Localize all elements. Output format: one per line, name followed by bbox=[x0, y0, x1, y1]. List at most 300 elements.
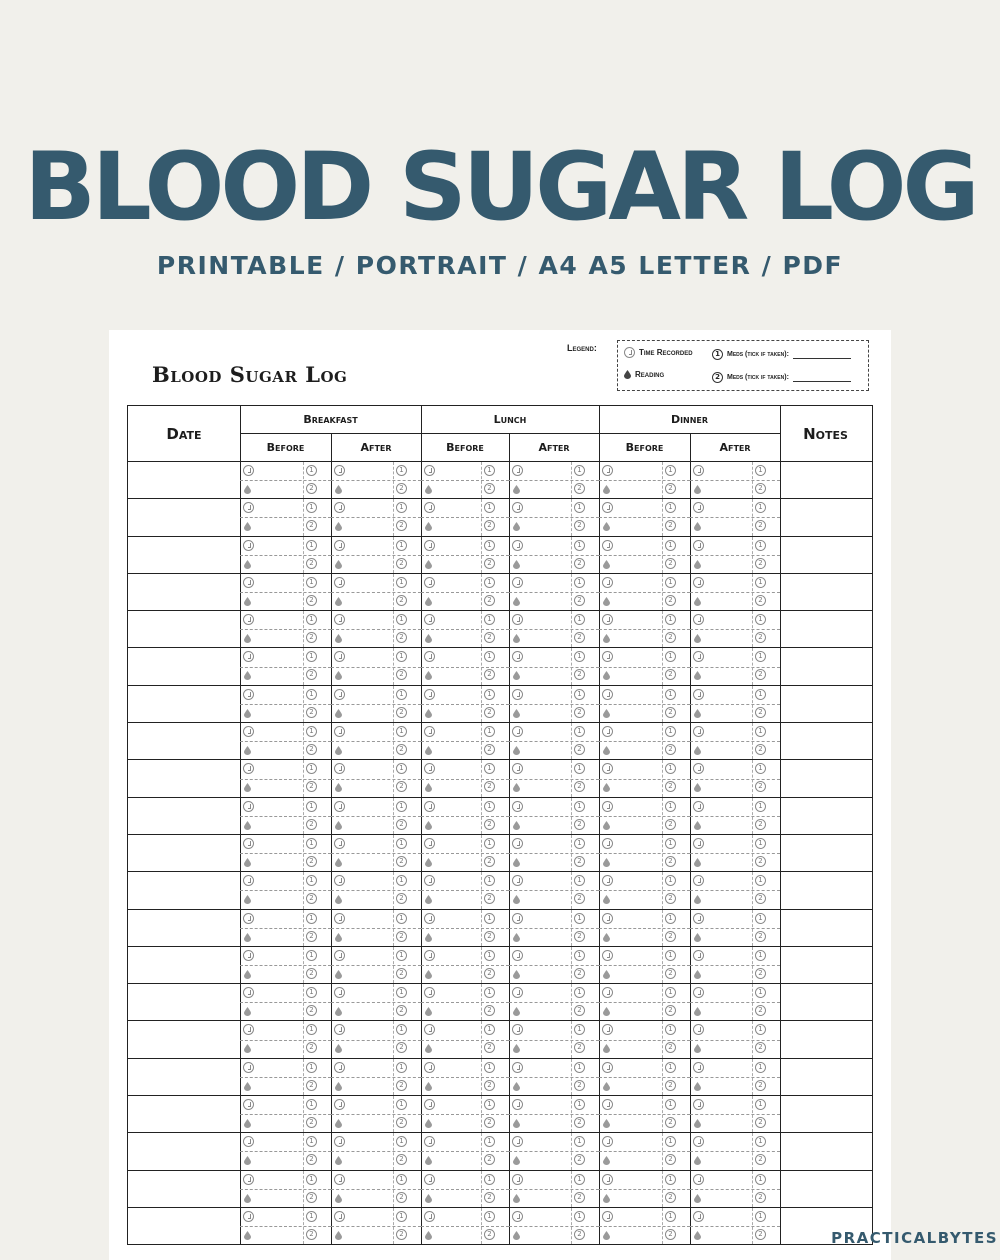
date-cell[interactable] bbox=[128, 872, 240, 908]
number-1-icon[interactable]: 1 bbox=[755, 1211, 766, 1222]
number-2-icon[interactable]: 2 bbox=[306, 893, 317, 904]
number-2-icon[interactable]: 2 bbox=[484, 931, 495, 942]
notes-cell[interactable] bbox=[780, 872, 871, 908]
reading-cell[interactable] bbox=[421, 723, 509, 759]
number-2-icon[interactable]: 2 bbox=[755, 856, 766, 867]
reading-cell[interactable] bbox=[331, 984, 421, 1020]
reading-cell[interactable] bbox=[690, 1059, 780, 1095]
number-1-icon[interactable]: 1 bbox=[396, 838, 407, 849]
number-1-icon[interactable]: 1 bbox=[306, 763, 317, 774]
reading-cell[interactable] bbox=[240, 760, 331, 796]
reading-cell[interactable] bbox=[690, 648, 780, 684]
number-1-icon[interactable]: 1 bbox=[484, 763, 495, 774]
reading-cell[interactable] bbox=[599, 1133, 690, 1169]
number-2-icon[interactable]: 2 bbox=[396, 968, 407, 979]
number-1-icon[interactable]: 1 bbox=[665, 913, 676, 924]
reading-cell[interactable] bbox=[331, 499, 421, 535]
number-2-icon[interactable]: 2 bbox=[755, 744, 766, 755]
reading-cell[interactable] bbox=[421, 1208, 509, 1244]
date-cell[interactable] bbox=[128, 462, 240, 498]
notes-cell[interactable] bbox=[780, 537, 871, 573]
reading-cell[interactable] bbox=[599, 499, 690, 535]
notes-cell[interactable] bbox=[780, 1096, 871, 1132]
number-2-icon[interactable]: 2 bbox=[574, 856, 585, 867]
number-2-icon[interactable]: 2 bbox=[484, 1080, 495, 1091]
reading-cell[interactable] bbox=[599, 462, 690, 498]
number-1-icon[interactable]: 1 bbox=[396, 875, 407, 886]
number-1-icon[interactable]: 1 bbox=[574, 950, 585, 961]
reading-cell[interactable] bbox=[421, 611, 509, 647]
number-1-icon[interactable]: 1 bbox=[574, 726, 585, 737]
number-2-icon[interactable]: 2 bbox=[665, 558, 676, 569]
date-cell[interactable] bbox=[128, 835, 240, 871]
number-2-icon[interactable]: 2 bbox=[665, 781, 676, 792]
reading-cell[interactable] bbox=[599, 910, 690, 946]
reading-cell[interactable] bbox=[331, 462, 421, 498]
number-2-icon[interactable]: 2 bbox=[665, 1154, 676, 1165]
number-2-icon[interactable]: 2 bbox=[306, 483, 317, 494]
number-1-icon[interactable]: 1 bbox=[306, 540, 317, 551]
reading-cell[interactable] bbox=[240, 537, 331, 573]
reading-cell[interactable] bbox=[331, 835, 421, 871]
number-1-icon[interactable]: 1 bbox=[484, 502, 495, 513]
number-2-icon[interactable]: 2 bbox=[484, 669, 495, 680]
number-2-icon[interactable]: 2 bbox=[484, 1154, 495, 1165]
number-1-icon[interactable]: 1 bbox=[665, 651, 676, 662]
reading-cell[interactable] bbox=[690, 1133, 780, 1169]
number-2-icon[interactable]: 2 bbox=[484, 707, 495, 718]
reading-cell[interactable] bbox=[599, 798, 690, 834]
reading-cell[interactable] bbox=[331, 1133, 421, 1169]
number-2-icon[interactable]: 2 bbox=[484, 1192, 495, 1203]
date-cell[interactable] bbox=[128, 984, 240, 1020]
number-1-icon[interactable]: 1 bbox=[665, 987, 676, 998]
number-1-icon[interactable]: 1 bbox=[574, 1136, 585, 1147]
number-1-icon[interactable]: 1 bbox=[484, 801, 495, 812]
number-1-icon[interactable]: 1 bbox=[396, 1062, 407, 1073]
number-1-icon[interactable]: 1 bbox=[665, 540, 676, 551]
notes-cell[interactable] bbox=[780, 1171, 871, 1207]
number-2-icon[interactable]: 2 bbox=[665, 669, 676, 680]
number-2-icon[interactable]: 2 bbox=[665, 1042, 676, 1053]
number-1-icon[interactable]: 1 bbox=[755, 1136, 766, 1147]
number-2-icon[interactable]: 2 bbox=[306, 669, 317, 680]
number-2-icon[interactable]: 2 bbox=[484, 781, 495, 792]
number-1-icon[interactable]: 1 bbox=[484, 875, 495, 886]
reading-cell[interactable] bbox=[690, 947, 780, 983]
reading-cell[interactable] bbox=[509, 872, 599, 908]
number-2-icon[interactable]: 2 bbox=[306, 1229, 317, 1240]
number-1-icon[interactable]: 1 bbox=[755, 577, 766, 588]
reading-cell[interactable] bbox=[240, 835, 331, 871]
number-2-icon[interactable]: 2 bbox=[574, 931, 585, 942]
number-1-icon[interactable]: 1 bbox=[665, 577, 676, 588]
number-1-icon[interactable]: 1 bbox=[396, 1024, 407, 1035]
number-2-icon[interactable]: 2 bbox=[755, 1154, 766, 1165]
reading-cell[interactable] bbox=[421, 686, 509, 722]
number-1-icon[interactable]: 1 bbox=[306, 689, 317, 700]
number-1-icon[interactable]: 1 bbox=[484, 987, 495, 998]
reading-cell[interactable] bbox=[331, 1021, 421, 1057]
reading-cell[interactable] bbox=[331, 574, 421, 610]
number-2-icon[interactable]: 2 bbox=[574, 1117, 585, 1128]
number-1-icon[interactable]: 1 bbox=[574, 763, 585, 774]
date-cell[interactable] bbox=[128, 499, 240, 535]
notes-cell[interactable] bbox=[780, 984, 871, 1020]
number-2-icon[interactable]: 2 bbox=[665, 1229, 676, 1240]
number-1-icon[interactable]: 1 bbox=[396, 987, 407, 998]
number-2-icon[interactable]: 2 bbox=[665, 968, 676, 979]
reading-cell[interactable] bbox=[690, 686, 780, 722]
number-1-icon[interactable]: 1 bbox=[665, 1062, 676, 1073]
number-1-icon[interactable]: 1 bbox=[574, 1174, 585, 1185]
reading-cell[interactable] bbox=[421, 1096, 509, 1132]
number-2-icon[interactable]: 2 bbox=[665, 893, 676, 904]
number-2-icon[interactable]: 2 bbox=[306, 1080, 317, 1091]
number-2-icon[interactable]: 2 bbox=[755, 1042, 766, 1053]
reading-cell[interactable] bbox=[509, 1096, 599, 1132]
number-2-icon[interactable]: 2 bbox=[665, 520, 676, 531]
reading-cell[interactable] bbox=[690, 1208, 780, 1244]
reading-cell[interactable] bbox=[240, 648, 331, 684]
reading-cell[interactable] bbox=[331, 611, 421, 647]
number-2-icon[interactable]: 2 bbox=[574, 968, 585, 979]
reading-cell[interactable] bbox=[599, 537, 690, 573]
number-1-icon[interactable]: 1 bbox=[306, 950, 317, 961]
number-1-icon[interactable]: 1 bbox=[665, 1136, 676, 1147]
notes-cell[interactable] bbox=[780, 1059, 871, 1095]
reading-cell[interactable] bbox=[599, 1096, 690, 1132]
reading-cell[interactable] bbox=[421, 1133, 509, 1169]
reading-cell[interactable] bbox=[240, 984, 331, 1020]
number-1-icon[interactable]: 1 bbox=[306, 577, 317, 588]
number-1-icon[interactable]: 1 bbox=[665, 614, 676, 625]
number-1-icon[interactable]: 1 bbox=[574, 875, 585, 886]
number-2-icon[interactable]: 2 bbox=[574, 819, 585, 830]
reading-cell[interactable] bbox=[331, 798, 421, 834]
reading-cell[interactable] bbox=[240, 723, 331, 759]
notes-cell[interactable] bbox=[780, 499, 871, 535]
number-1-icon[interactable]: 1 bbox=[396, 1174, 407, 1185]
reading-cell[interactable] bbox=[509, 723, 599, 759]
number-1-icon[interactable]: 1 bbox=[574, 801, 585, 812]
reading-cell[interactable] bbox=[240, 1021, 331, 1057]
reading-cell[interactable] bbox=[690, 537, 780, 573]
date-cell[interactable] bbox=[128, 723, 240, 759]
number-2-icon[interactable]: 2 bbox=[396, 483, 407, 494]
notes-cell[interactable] bbox=[780, 686, 871, 722]
number-2-icon[interactable]: 2 bbox=[396, 744, 407, 755]
reading-cell[interactable] bbox=[509, 910, 599, 946]
reading-cell[interactable] bbox=[240, 611, 331, 647]
reading-cell[interactable] bbox=[240, 1096, 331, 1132]
number-1-icon[interactable]: 1 bbox=[665, 1211, 676, 1222]
reading-cell[interactable] bbox=[599, 1021, 690, 1057]
number-2-icon[interactable]: 2 bbox=[665, 819, 676, 830]
number-2-icon[interactable]: 2 bbox=[574, 595, 585, 606]
reading-cell[interactable] bbox=[599, 872, 690, 908]
number-2-icon[interactable]: 2 bbox=[755, 1080, 766, 1091]
number-2-icon[interactable]: 2 bbox=[396, 1117, 407, 1128]
number-1-icon[interactable]: 1 bbox=[484, 614, 495, 625]
number-1-icon[interactable]: 1 bbox=[396, 540, 407, 551]
reading-cell[interactable] bbox=[599, 760, 690, 796]
number-1-icon[interactable]: 1 bbox=[755, 502, 766, 513]
number-1-icon[interactable]: 1 bbox=[755, 726, 766, 737]
reading-cell[interactable] bbox=[240, 798, 331, 834]
number-2-icon[interactable]: 2 bbox=[306, 632, 317, 643]
reading-cell[interactable] bbox=[331, 723, 421, 759]
number-1-icon[interactable]: 1 bbox=[665, 801, 676, 812]
reading-cell[interactable] bbox=[690, 760, 780, 796]
number-1-icon[interactable]: 1 bbox=[396, 651, 407, 662]
number-2-icon[interactable]: 2 bbox=[574, 707, 585, 718]
number-1-icon[interactable]: 1 bbox=[484, 726, 495, 737]
number-2-icon[interactable]: 2 bbox=[755, 781, 766, 792]
number-2-icon[interactable]: 2 bbox=[755, 483, 766, 494]
reading-cell[interactable] bbox=[240, 686, 331, 722]
number-1-icon[interactable]: 1 bbox=[306, 614, 317, 625]
number-2-icon[interactable]: 2 bbox=[484, 968, 495, 979]
reading-cell[interactable] bbox=[331, 648, 421, 684]
number-1-icon[interactable]: 1 bbox=[484, 577, 495, 588]
reading-cell[interactable] bbox=[690, 723, 780, 759]
number-2-icon[interactable]: 2 bbox=[306, 1154, 317, 1165]
number-1-icon[interactable]: 1 bbox=[665, 1174, 676, 1185]
reading-cell[interactable] bbox=[509, 1021, 599, 1057]
number-2-icon[interactable]: 2 bbox=[574, 893, 585, 904]
number-1-icon[interactable]: 1 bbox=[755, 465, 766, 476]
reading-cell[interactable] bbox=[240, 1171, 331, 1207]
number-1-icon[interactable]: 1 bbox=[755, 801, 766, 812]
number-2-icon[interactable]: 2 bbox=[755, 669, 766, 680]
number-1-icon[interactable]: 1 bbox=[306, 1062, 317, 1073]
number-2-icon[interactable]: 2 bbox=[306, 968, 317, 979]
number-1-icon[interactable]: 1 bbox=[484, 465, 495, 476]
date-cell[interactable] bbox=[128, 947, 240, 983]
number-2-icon[interactable]: 2 bbox=[396, 1042, 407, 1053]
reading-cell[interactable] bbox=[690, 984, 780, 1020]
number-2-icon[interactable]: 2 bbox=[396, 669, 407, 680]
reading-cell[interactable] bbox=[421, 1171, 509, 1207]
reading-cell[interactable] bbox=[421, 1059, 509, 1095]
number-2-icon[interactable]: 2 bbox=[574, 1229, 585, 1240]
reading-cell[interactable] bbox=[421, 499, 509, 535]
number-1-icon[interactable]: 1 bbox=[665, 726, 676, 737]
number-2-icon[interactable]: 2 bbox=[396, 558, 407, 569]
reading-cell[interactable] bbox=[421, 760, 509, 796]
reading-cell[interactable] bbox=[331, 1059, 421, 1095]
reading-cell[interactable] bbox=[509, 686, 599, 722]
number-1-icon[interactable]: 1 bbox=[306, 465, 317, 476]
reading-cell[interactable] bbox=[240, 462, 331, 498]
number-2-icon[interactable]: 2 bbox=[755, 1192, 766, 1203]
notes-cell[interactable] bbox=[780, 947, 871, 983]
number-1-icon[interactable]: 1 bbox=[396, 763, 407, 774]
number-1-icon[interactable]: 1 bbox=[574, 540, 585, 551]
number-2-icon[interactable]: 2 bbox=[396, 595, 407, 606]
number-2-icon[interactable]: 2 bbox=[306, 781, 317, 792]
reading-cell[interactable] bbox=[690, 574, 780, 610]
reading-cell[interactable] bbox=[421, 798, 509, 834]
number-1-icon[interactable]: 1 bbox=[484, 1174, 495, 1185]
number-1-icon[interactable]: 1 bbox=[755, 651, 766, 662]
reading-cell[interactable] bbox=[240, 499, 331, 535]
reading-cell[interactable] bbox=[690, 611, 780, 647]
notes-cell[interactable] bbox=[780, 611, 871, 647]
number-2-icon[interactable]: 2 bbox=[574, 1005, 585, 1016]
number-2-icon[interactable]: 2 bbox=[665, 1005, 676, 1016]
number-1-icon[interactable]: 1 bbox=[306, 502, 317, 513]
number-2-icon[interactable]: 2 bbox=[396, 1080, 407, 1091]
number-2-icon[interactable]: 2 bbox=[755, 1229, 766, 1240]
number-1-icon[interactable]: 1 bbox=[306, 1024, 317, 1035]
number-2-icon[interactable]: 2 bbox=[665, 483, 676, 494]
reading-cell[interactable] bbox=[690, 835, 780, 871]
notes-cell[interactable] bbox=[780, 835, 871, 871]
number-2-icon[interactable]: 2 bbox=[574, 1154, 585, 1165]
reading-cell[interactable] bbox=[509, 760, 599, 796]
number-1-icon[interactable]: 1 bbox=[665, 838, 676, 849]
number-2-icon[interactable]: 2 bbox=[755, 632, 766, 643]
number-1-icon[interactable]: 1 bbox=[665, 1024, 676, 1035]
reading-cell[interactable] bbox=[421, 835, 509, 871]
number-2-icon[interactable]: 2 bbox=[755, 558, 766, 569]
number-2-icon[interactable]: 2 bbox=[306, 558, 317, 569]
notes-cell[interactable] bbox=[780, 760, 871, 796]
number-2-icon[interactable]: 2 bbox=[665, 1192, 676, 1203]
number-1-icon[interactable]: 1 bbox=[665, 502, 676, 513]
number-1-icon[interactable]: 1 bbox=[755, 987, 766, 998]
reading-cell[interactable] bbox=[331, 872, 421, 908]
reading-cell[interactable] bbox=[509, 648, 599, 684]
number-2-icon[interactable]: 2 bbox=[306, 931, 317, 942]
reading-cell[interactable] bbox=[599, 984, 690, 1020]
number-1-icon[interactable]: 1 bbox=[306, 987, 317, 998]
number-1-icon[interactable]: 1 bbox=[755, 838, 766, 849]
number-1-icon[interactable]: 1 bbox=[665, 1099, 676, 1110]
reading-cell[interactable] bbox=[240, 1208, 331, 1244]
number-1-icon[interactable]: 1 bbox=[306, 913, 317, 924]
reading-cell[interactable] bbox=[421, 648, 509, 684]
number-2-icon[interactable]: 2 bbox=[574, 632, 585, 643]
number-1-icon[interactable]: 1 bbox=[574, 689, 585, 700]
number-1-icon[interactable]: 1 bbox=[755, 1099, 766, 1110]
number-2-icon[interactable]: 2 bbox=[396, 819, 407, 830]
reading-cell[interactable] bbox=[690, 1021, 780, 1057]
number-1-icon[interactable]: 1 bbox=[306, 1136, 317, 1147]
number-2-icon[interactable]: 2 bbox=[665, 1117, 676, 1128]
date-cell[interactable] bbox=[128, 537, 240, 573]
notes-cell[interactable] bbox=[780, 462, 871, 498]
number-2-icon[interactable]: 2 bbox=[306, 1117, 317, 1128]
number-1-icon[interactable]: 1 bbox=[306, 1211, 317, 1222]
number-1-icon[interactable]: 1 bbox=[755, 913, 766, 924]
number-2-icon[interactable]: 2 bbox=[665, 744, 676, 755]
number-1-icon[interactable]: 1 bbox=[574, 614, 585, 625]
reading-cell[interactable] bbox=[509, 835, 599, 871]
number-1-icon[interactable]: 1 bbox=[484, 1099, 495, 1110]
number-1-icon[interactable]: 1 bbox=[755, 763, 766, 774]
reading-cell[interactable] bbox=[331, 760, 421, 796]
number-2-icon[interactable]: 2 bbox=[396, 893, 407, 904]
number-2-icon[interactable]: 2 bbox=[306, 1042, 317, 1053]
number-1-icon[interactable]: 1 bbox=[755, 950, 766, 961]
reading-cell[interactable] bbox=[421, 537, 509, 573]
reading-cell[interactable] bbox=[599, 686, 690, 722]
number-1-icon[interactable]: 1 bbox=[484, 651, 495, 662]
reading-cell[interactable] bbox=[240, 1059, 331, 1095]
number-1-icon[interactable]: 1 bbox=[484, 1024, 495, 1035]
number-2-icon[interactable]: 2 bbox=[574, 744, 585, 755]
number-2-icon[interactable]: 2 bbox=[484, 856, 495, 867]
number-1-icon[interactable]: 1 bbox=[306, 651, 317, 662]
number-2-icon[interactable]: 2 bbox=[665, 632, 676, 643]
reading-cell[interactable] bbox=[690, 1171, 780, 1207]
reading-cell[interactable] bbox=[690, 872, 780, 908]
number-1-icon[interactable]: 1 bbox=[665, 950, 676, 961]
number-2-icon[interactable]: 2 bbox=[306, 819, 317, 830]
number-2-icon[interactable]: 2 bbox=[306, 595, 317, 606]
number-2-icon[interactable]: 2 bbox=[306, 707, 317, 718]
notes-cell[interactable] bbox=[780, 798, 871, 834]
reading-cell[interactable] bbox=[509, 1208, 599, 1244]
reading-cell[interactable] bbox=[509, 462, 599, 498]
number-1-icon[interactable]: 1 bbox=[574, 1024, 585, 1035]
number-2-icon[interactable]: 2 bbox=[665, 931, 676, 942]
notes-cell[interactable] bbox=[780, 648, 871, 684]
number-1-icon[interactable]: 1 bbox=[484, 1211, 495, 1222]
number-2-icon[interactable]: 2 bbox=[396, 781, 407, 792]
number-2-icon[interactable]: 2 bbox=[396, 707, 407, 718]
number-1-icon[interactable]: 1 bbox=[396, 614, 407, 625]
number-2-icon[interactable]: 2 bbox=[306, 856, 317, 867]
number-2-icon[interactable]: 2 bbox=[755, 520, 766, 531]
reading-cell[interactable] bbox=[509, 537, 599, 573]
number-2-icon[interactable]: 2 bbox=[306, 744, 317, 755]
number-1-icon[interactable]: 1 bbox=[396, 913, 407, 924]
number-2-icon[interactable]: 2 bbox=[484, 558, 495, 569]
reading-cell[interactable] bbox=[509, 499, 599, 535]
number-2-icon[interactable]: 2 bbox=[396, 931, 407, 942]
number-1-icon[interactable]: 1 bbox=[574, 502, 585, 513]
number-2-icon[interactable]: 2 bbox=[484, 893, 495, 904]
number-1-icon[interactable]: 1 bbox=[396, 577, 407, 588]
number-1-icon[interactable]: 1 bbox=[396, 1099, 407, 1110]
number-1-icon[interactable]: 1 bbox=[306, 875, 317, 886]
number-2-icon[interactable]: 2 bbox=[755, 931, 766, 942]
reading-cell[interactable] bbox=[509, 1059, 599, 1095]
date-cell[interactable] bbox=[128, 1021, 240, 1057]
number-1-icon[interactable]: 1 bbox=[484, 540, 495, 551]
number-2-icon[interactable]: 2 bbox=[396, 632, 407, 643]
date-cell[interactable] bbox=[128, 1171, 240, 1207]
notes-cell[interactable] bbox=[780, 574, 871, 610]
number-2-icon[interactable]: 2 bbox=[574, 483, 585, 494]
number-1-icon[interactable]: 1 bbox=[574, 465, 585, 476]
reading-cell[interactable] bbox=[690, 910, 780, 946]
number-2-icon[interactable]: 2 bbox=[484, 632, 495, 643]
number-1-icon[interactable]: 1 bbox=[484, 950, 495, 961]
reading-cell[interactable] bbox=[331, 537, 421, 573]
number-1-icon[interactable]: 1 bbox=[665, 689, 676, 700]
reading-cell[interactable] bbox=[509, 947, 599, 983]
reading-cell[interactable] bbox=[331, 947, 421, 983]
number-1-icon[interactable]: 1 bbox=[396, 689, 407, 700]
number-1-icon[interactable]: 1 bbox=[574, 1211, 585, 1222]
reading-cell[interactable] bbox=[421, 872, 509, 908]
number-1-icon[interactable]: 1 bbox=[396, 801, 407, 812]
